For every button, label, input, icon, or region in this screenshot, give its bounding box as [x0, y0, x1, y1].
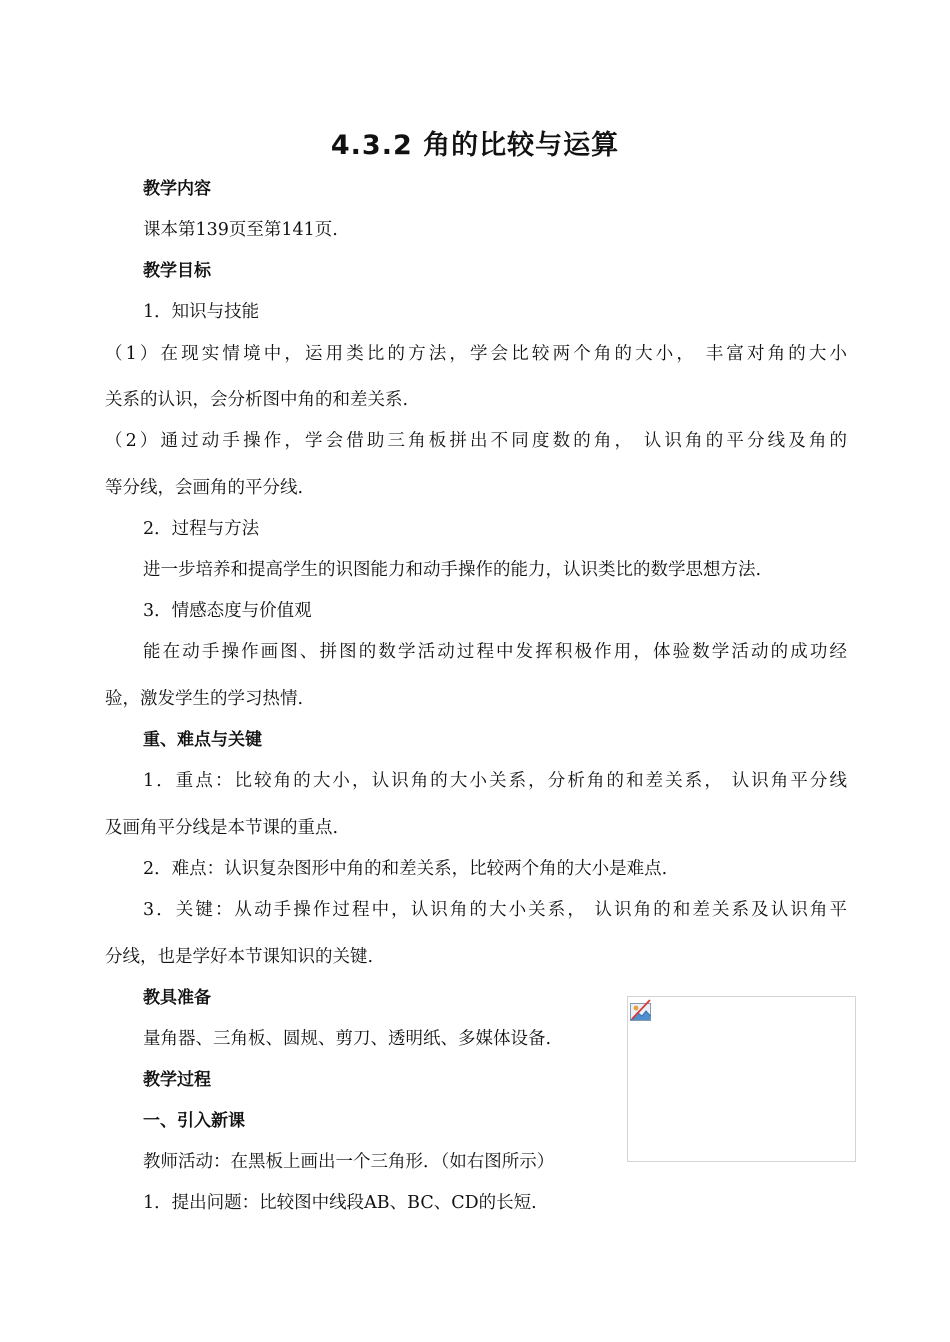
heading-tools: 教具准备 [143, 988, 211, 1008]
key-point-line2: 及画角平分线是本节课的重点. [105, 818, 339, 838]
objective-item1-line2: 关系的认识，会分析图中角的和差关系. [105, 390, 409, 410]
figure-placeholder [627, 996, 856, 1162]
broken-image-icon [629, 998, 653, 1022]
question-1: 1．提出问题：比较图中线段AB、BC、CD的长短. [143, 1193, 537, 1213]
process-title: 2．过程与方法 [143, 519, 260, 539]
heading-teaching-content: 教学内容 [143, 179, 211, 199]
heading-key-points: 重、难点与关键 [143, 730, 262, 750]
tools-text: 量角器、三角板、圆规、剪刀、透明纸、多媒体设备. [143, 1029, 552, 1049]
objective-item2-line1: （2）通过动手操作，学会借助三角板拼出不同度数的角， 认识角的平分线及角的 [105, 431, 847, 451]
page-title: 4.3.2 角的比较与运算 [330, 130, 620, 161]
critical-point-line2: 分线，也是学好本节课知识的关键. [105, 947, 374, 967]
section-intro: 一、引入新课 [143, 1111, 245, 1131]
heading-objectives: 教学目标 [143, 261, 211, 281]
process-text: 进一步培养和提高学生的识图能力和动手操作的能力，认识类比的数学思想方法. [143, 560, 762, 580]
objective-item1-line1: （1）在现实情境中，运用类比的方法，学会比较两个角的大小， 丰富对角的大小 [105, 344, 847, 364]
emotion-line1: 能在动手操作画图、拼图的数学活动过程中发挥积极作用，体验数学活动的成功经 [143, 642, 847, 662]
key-point-line1: 1．重点：比较角的大小，认识角的大小关系，分析角的和差关系， 认识角平分线 [143, 771, 847, 791]
knowledge-title: 1．知识与技能 [143, 302, 260, 322]
difficult-point: 2．难点：认识复杂图形中角的和差关系，比较两个角的大小是难点. [143, 859, 668, 879]
teacher-activity: 教师活动：在黑板上画出一个三角形．（如右图所示） [143, 1152, 555, 1172]
emotion-title: 3．情感态度与价值观 [143, 601, 312, 621]
objective-item2-line2: 等分线，会画角的平分线. [105, 478, 304, 498]
emotion-line2: 验，激发学生的学习热情. [105, 689, 304, 709]
critical-point-line1: 3．关键：从动手操作过程中，认识角的大小关系， 认识角的和差关系及认识角平 [143, 900, 847, 920]
heading-procedure: 教学过程 [143, 1070, 211, 1090]
content-text: 课本第139页至第141页. [143, 220, 338, 240]
